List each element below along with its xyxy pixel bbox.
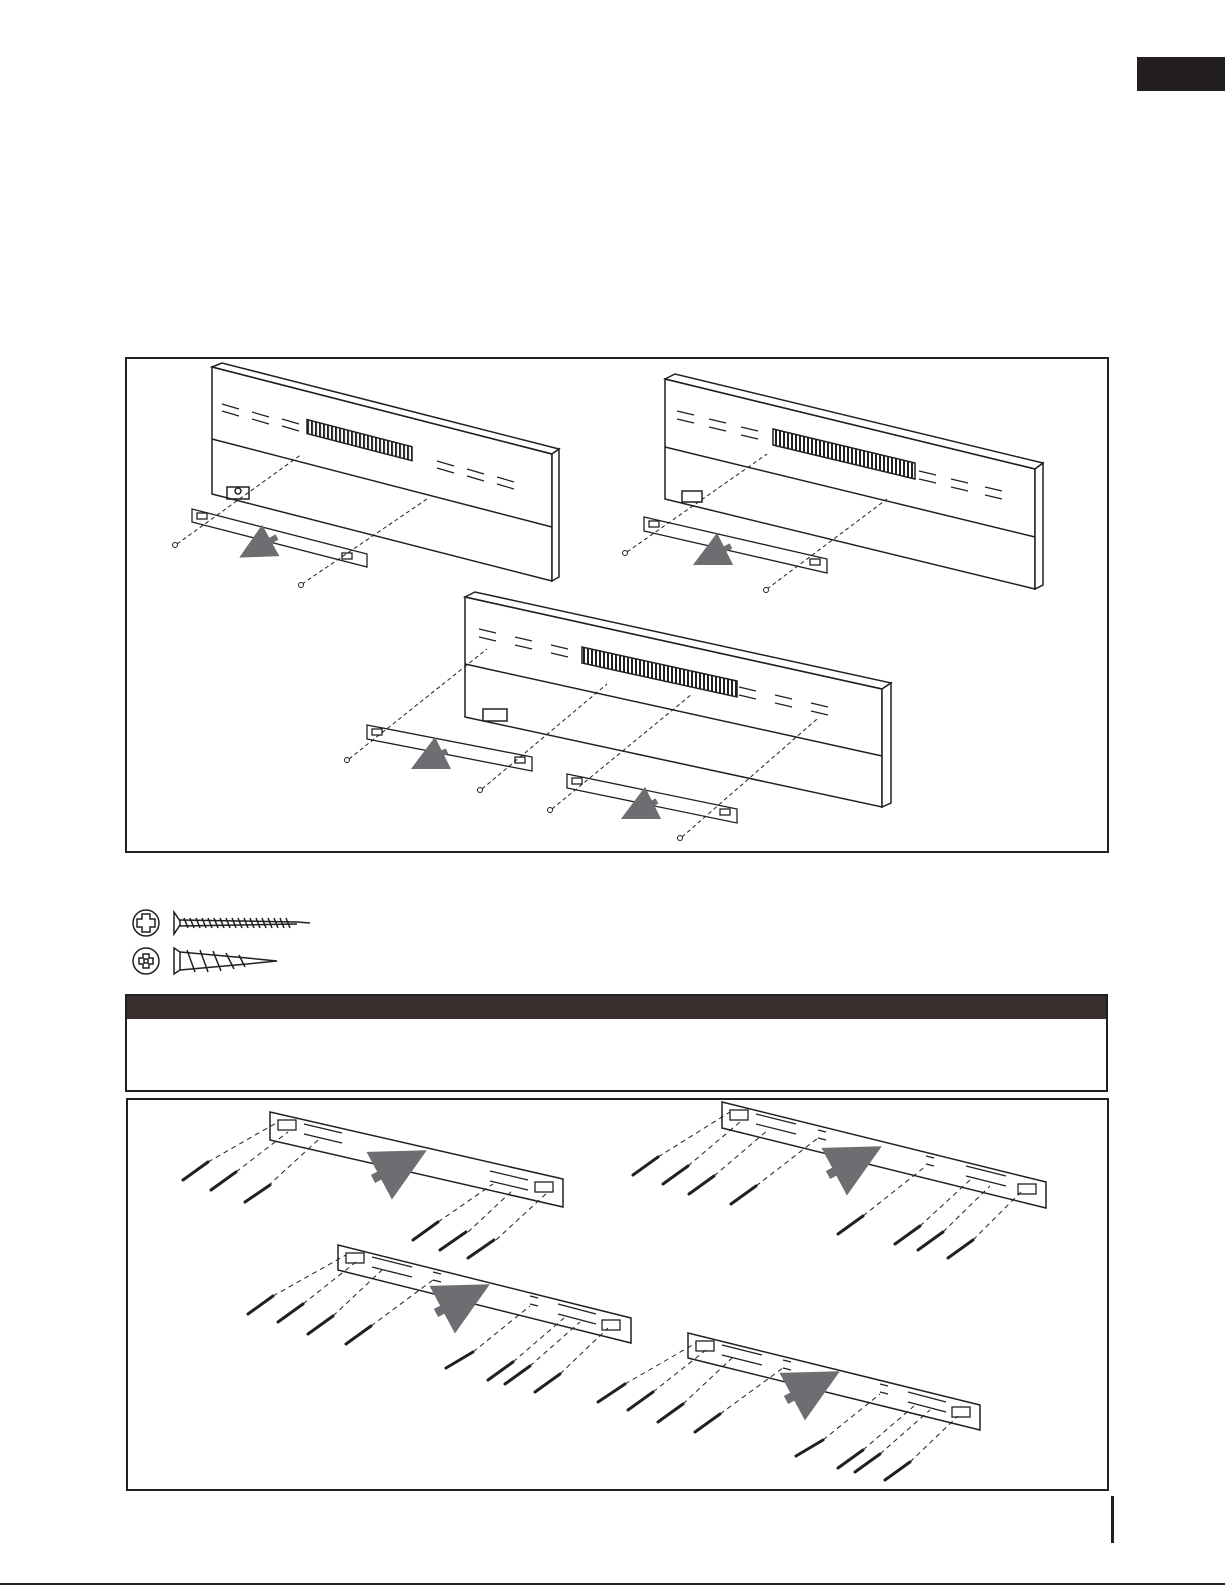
bracket-a <box>183 1112 563 1258</box>
figure-unit-bracket-removal <box>125 357 1109 853</box>
warning-box <box>125 994 1108 1092</box>
screw-icon <box>345 758 350 763</box>
screw-icon <box>478 788 483 793</box>
bracket-illustrations <box>128 1100 1111 1493</box>
hardware-list <box>132 908 322 993</box>
bracket-c <box>248 1245 631 1392</box>
page-number-rule <box>1111 1496 1114 1543</box>
push-arrow-icon <box>828 1159 858 1175</box>
warning-heading-bar <box>127 996 1106 1019</box>
bracket-plate-c2 <box>567 774 737 823</box>
screw-icon <box>548 808 553 813</box>
unit-illustrations <box>127 359 1111 855</box>
bracket-b <box>633 1102 1046 1258</box>
fireplace-unit-a <box>212 363 559 581</box>
fireplace-unit-b <box>665 374 1043 589</box>
figure-bracket-wall-mount <box>126 1098 1109 1491</box>
hardware-illustrations <box>132 908 322 988</box>
phillips-screw-icon <box>133 910 310 936</box>
bracket-d <box>598 1333 980 1480</box>
screw-icon <box>678 836 683 841</box>
language-tab <box>1137 57 1225 91</box>
drywall-anchor-icon <box>133 948 277 974</box>
screw-icon <box>173 543 178 548</box>
screw-icon <box>299 583 304 588</box>
fireplace-unit-c <box>465 592 891 807</box>
push-arrow-icon <box>436 1297 466 1313</box>
bracket-plate-c1 <box>367 725 532 771</box>
screw-icon <box>623 551 628 556</box>
screw-icon <box>764 588 769 593</box>
